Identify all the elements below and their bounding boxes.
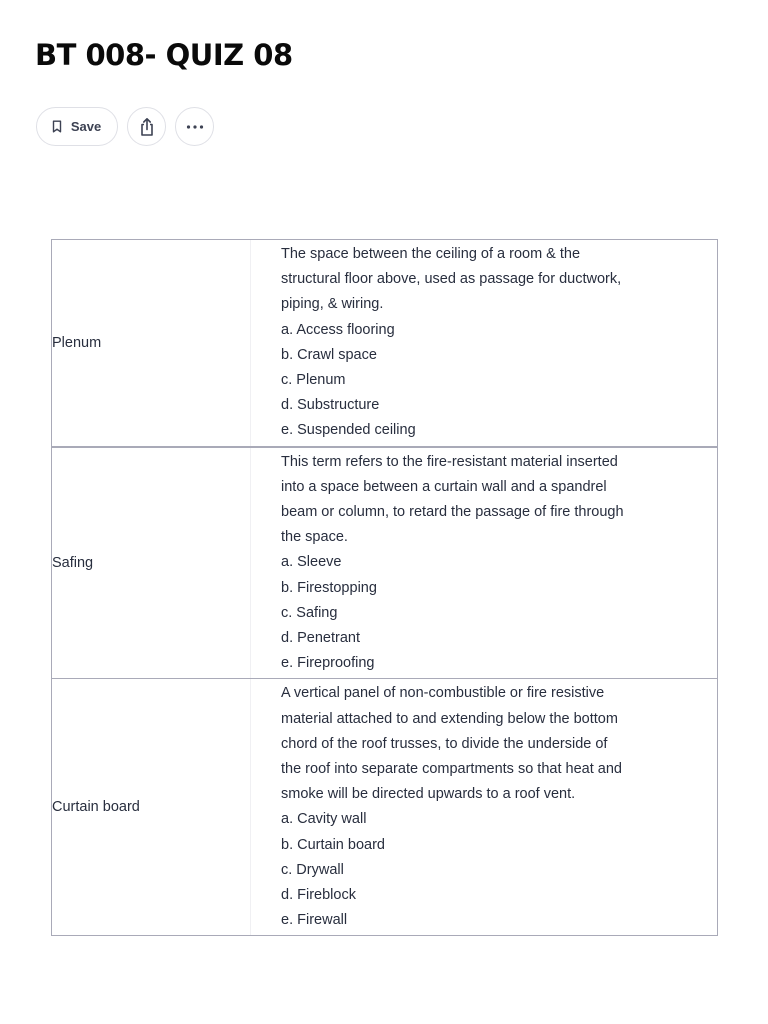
definition-line: A vertical panel of non-combustible or fire resistive: [281, 685, 605, 702]
answer-option: e. Firewall: [281, 912, 348, 929]
answer-option: d. Penetrant: [281, 630, 360, 647]
more-icon: [186, 125, 204, 129]
page-title: BT 008- QUIZ 08: [35, 38, 293, 72]
term-cell: Plenum: [52, 240, 251, 446]
answer-option: e. Fireproofing: [281, 655, 375, 672]
definition-line: piping, & wiring.: [281, 296, 384, 313]
answer-option: c. Plenum: [281, 372, 346, 389]
definition-line: structural floor above, used as passage for ductwork,: [281, 271, 622, 288]
answer-option: a. Sleeve: [281, 554, 342, 571]
answer-option: b. Curtain board: [281, 836, 385, 853]
save-button-label: Save: [70, 119, 102, 134]
answer-option: b. Firestopping: [281, 579, 377, 596]
definition-line: the space.: [281, 529, 348, 546]
answer-option: a. Access flooring: [281, 321, 395, 338]
table-row: [52, 446, 717, 679]
answer-option: c. Drywall: [281, 861, 344, 878]
answer-option: b. Crawl space: [281, 346, 377, 363]
bookmark-icon: [51, 120, 63, 133]
share-button[interactable]: [127, 107, 166, 146]
definition-line: chord of the roof trusses, to divide the underside of: [281, 735, 608, 752]
answer-option: a. Cavity wall: [281, 811, 367, 828]
quiz-table: [51, 239, 718, 936]
definition-line: into a space between a curtain wall and a spandrel: [281, 478, 607, 495]
definition-line: smoke will be directed upwards to a roof vent.: [281, 786, 576, 803]
definition-line: beam or column, to retard the passage of fire through: [281, 504, 624, 521]
answer-option: c. Safing: [281, 604, 338, 621]
document-toolbar: [36, 107, 214, 146]
term-cell: Safing: [52, 448, 251, 679]
answer-option: d. Substructure: [281, 397, 380, 414]
answer-option: d. Fireblock: [281, 887, 356, 904]
answer-option: e. Suspended ceiling: [281, 422, 416, 439]
definition-line: This term refers to the fire-resistant material inserted: [281, 453, 618, 470]
table-row: [52, 240, 717, 446]
definition-cell: [251, 448, 717, 679]
save-button[interactable]: [36, 107, 118, 146]
share-icon: [138, 117, 156, 137]
definition-cell: [251, 679, 717, 935]
definition-cell: [251, 240, 717, 446]
definition-line: material attached to and extending below the bottom: [281, 710, 618, 727]
definition-line: The space between the ceiling of a room & the: [281, 246, 581, 262]
definition-line: the roof into separate compartments so that heat and: [281, 761, 622, 778]
term-cell: Curtain board: [52, 679, 251, 935]
more-options-button[interactable]: [175, 107, 214, 146]
table-row: [52, 678, 717, 935]
